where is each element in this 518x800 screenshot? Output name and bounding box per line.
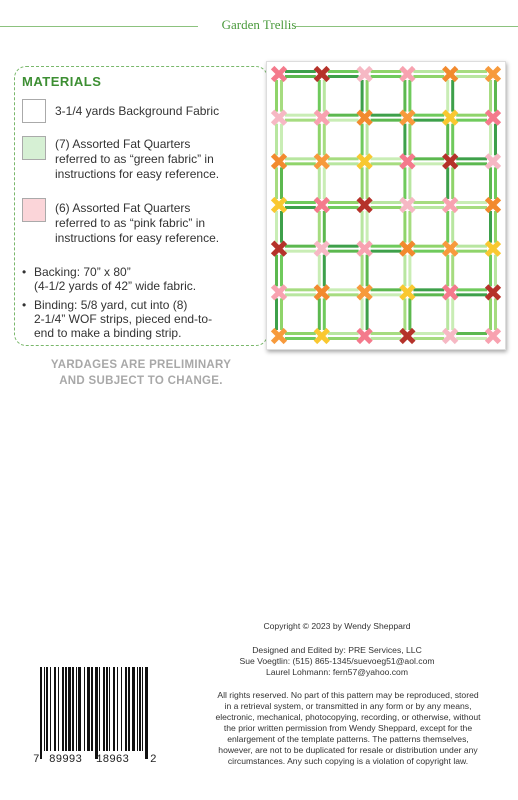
trellis-strip <box>456 157 487 160</box>
cross-block <box>267 149 292 174</box>
material-text <box>55 201 219 246</box>
swatch-green <box>22 136 46 160</box>
cross-block <box>395 280 420 305</box>
cross-block <box>267 62 292 87</box>
trellis-strip <box>456 293 487 296</box>
trellis-strip <box>371 162 402 165</box>
trellis-strip <box>371 250 402 253</box>
trellis-strip <box>371 70 402 73</box>
trellis-strip <box>451 255 454 287</box>
trellis-strip <box>328 70 359 73</box>
trellis-strip <box>456 75 487 78</box>
cross-block <box>437 280 462 305</box>
trellis-strip <box>456 162 487 165</box>
trellis-strip <box>280 298 283 330</box>
trellis-strip <box>403 255 406 287</box>
barcode-bar <box>139 667 141 751</box>
trellis-strip <box>285 332 316 335</box>
trellis-strip <box>413 250 444 253</box>
cross-block <box>437 192 462 217</box>
cross-block <box>480 280 505 305</box>
barcode-bar <box>99 667 100 751</box>
barcode-bar <box>76 667 77 751</box>
trellis-strip <box>285 206 316 209</box>
barcode-bar <box>65 667 67 751</box>
trellis-strip <box>328 114 359 117</box>
text-line: end to make a binding strip. <box>34 326 182 340</box>
trellis-strip <box>494 80 497 112</box>
trellis-strip <box>413 114 444 117</box>
trellis-strip <box>275 124 278 156</box>
swatch-pink <box>22 198 46 222</box>
rights-line: in a retrieval system, or transmitted in any form or by any means, <box>224 701 472 711</box>
rights-line: circumstances. Any such copying is a violation of copyright law. <box>227 756 469 766</box>
cross-block <box>352 149 377 174</box>
trellis-strip <box>413 75 444 78</box>
barcode-bar <box>117 667 118 751</box>
barcode-bar <box>109 667 110 751</box>
trellis-strip <box>413 206 444 209</box>
trellis-strip <box>328 201 359 204</box>
trellis-strip <box>413 119 444 122</box>
barcode-bar <box>121 667 122 751</box>
trellis-strip <box>275 167 278 199</box>
trellis-strip <box>408 124 411 156</box>
header-line-right <box>296 26 518 27</box>
trellis-strip <box>456 288 487 291</box>
cross-block <box>352 192 377 217</box>
barcode-bar <box>142 667 143 751</box>
trellis-strip <box>446 298 449 330</box>
barcode-digit-last: 2 <box>150 754 157 765</box>
barcode-bar <box>54 667 56 751</box>
barcode-bar <box>87 667 90 751</box>
trellis-strip <box>456 201 487 204</box>
trellis-strip <box>366 124 369 156</box>
trellis-strip <box>446 80 449 112</box>
credits-line: Laurel Lohmann: fern57@yahoo.com <box>265 667 408 677</box>
trellis-strip <box>280 255 283 287</box>
quilt-illustration <box>267 62 505 349</box>
cross-block <box>480 192 505 217</box>
cross-block <box>480 236 505 261</box>
barcode-bar <box>137 667 138 751</box>
trellis-strip <box>275 211 278 243</box>
trellis-strip <box>413 332 444 335</box>
cross-block <box>480 323 505 348</box>
trellis-strip <box>318 255 321 287</box>
trellis-strip <box>275 255 278 287</box>
trellis-strip <box>361 124 364 156</box>
barcode-bar <box>132 667 135 751</box>
trellis-strip <box>494 211 497 243</box>
cross-block <box>437 62 462 87</box>
cross-block <box>395 236 420 261</box>
rights-line: however, are not to be duplicated for resale or distribution under any <box>218 745 478 755</box>
trellis-strip <box>371 245 402 248</box>
trellis-strip <box>285 119 316 122</box>
materials-title: MATERIALS <box>22 74 102 89</box>
trellis-strip <box>371 114 402 117</box>
cross-block <box>395 323 420 348</box>
trellis-strip <box>323 80 326 112</box>
trellis-strip <box>275 80 278 112</box>
cross-block <box>395 105 420 130</box>
cross-block <box>395 62 420 87</box>
text-line: (7) Assorted Fat Quarters <box>55 137 191 151</box>
trellis-strip <box>366 167 369 199</box>
credits-line: Sue Voegtlin: (515) 865-1345/suevoeg51@aol.com <box>239 656 435 666</box>
rights-line: the prior written permission from Wendy Sheppard, except for the <box>223 723 473 733</box>
cross-block <box>267 105 292 130</box>
trellis-strip <box>318 167 321 199</box>
barcode-digits-left: 89993 <box>49 754 83 765</box>
trellis-strip <box>318 298 321 330</box>
trellis-strip <box>408 255 411 287</box>
trellis-strip <box>366 80 369 112</box>
trellis-strip <box>323 255 326 287</box>
barcode-bar <box>103 667 105 751</box>
trellis-strip <box>371 337 402 340</box>
trellis-strip <box>361 298 364 330</box>
trellis-strip <box>456 332 487 335</box>
trellis-strip <box>456 250 487 253</box>
trellis-strip <box>366 211 369 243</box>
material-item-pink <box>22 198 219 246</box>
cross-block <box>437 105 462 130</box>
trellis-strip <box>366 298 369 330</box>
trellis-strip <box>446 167 449 199</box>
cross-block <box>352 323 377 348</box>
trellis-strip <box>494 298 497 330</box>
text-line: Binding: 5/8 yard, cut into (8) <box>34 298 188 312</box>
cross-block <box>352 280 377 305</box>
bullet-dot-icon: • <box>22 298 27 312</box>
barcode-bar <box>58 667 59 751</box>
cross-block <box>309 105 334 130</box>
trellis-strip <box>371 288 402 291</box>
trellis-strip <box>285 250 316 253</box>
barcode-bar <box>44 667 45 751</box>
trellis-strip <box>408 211 411 243</box>
text-line: 2-1/4” WOF strips, pieced end-to- <box>34 312 213 326</box>
trellis-strip <box>328 162 359 165</box>
cross-block <box>309 280 334 305</box>
barcode-digit-first: 7 <box>33 754 40 765</box>
trellis-strip <box>403 80 406 112</box>
cross-block <box>352 62 377 87</box>
trellis-strip <box>280 211 283 243</box>
trellis-strip <box>413 293 444 296</box>
trellis-strip <box>318 211 321 243</box>
barcode-bar <box>145 667 148 759</box>
trellis-strip <box>494 255 497 287</box>
material-item-green <box>22 136 219 182</box>
trellis-strip <box>371 119 402 122</box>
trellis-strip <box>285 70 316 73</box>
trellis-strip <box>328 206 359 209</box>
barcode-bar <box>62 667 64 751</box>
trellis-strip <box>323 124 326 156</box>
trellis-strip <box>361 211 364 243</box>
trellis-strip <box>413 288 444 291</box>
cross-block <box>480 105 505 130</box>
credits <box>187 645 487 678</box>
credits-line: Designed and Edited by: PRE Services, LLC <box>252 645 422 655</box>
barcode-bar <box>40 667 42 759</box>
trellis-strip <box>456 245 487 248</box>
trellis-strip <box>371 157 402 160</box>
barcode-bar <box>113 667 115 751</box>
bullet-text <box>34 298 212 340</box>
text-line: referred to as “green fabric” in <box>55 152 214 166</box>
trellis-strip <box>451 298 454 330</box>
trellis-strip <box>456 337 487 340</box>
trellis-strip <box>413 162 444 165</box>
quilt-image <box>266 61 506 350</box>
trellis-strip <box>403 124 406 156</box>
trellis-strip <box>280 167 283 199</box>
text-line: referred to as “pink fabric” in <box>55 216 206 230</box>
trellis-strip <box>275 298 278 330</box>
trellis-strip <box>494 124 497 156</box>
trellis-strip <box>408 167 411 199</box>
cross-block <box>395 192 420 217</box>
trellis-strip <box>413 157 444 160</box>
trellis-strip <box>413 337 444 340</box>
trellis-strip <box>451 167 454 199</box>
trellis-strip <box>456 114 487 117</box>
cross-block <box>309 323 334 348</box>
bullet-dot-icon: • <box>22 265 27 279</box>
trellis-strip <box>280 80 283 112</box>
rights-line: electronic, mechanical, photocopying, recording, or otherwise, without <box>215 712 481 722</box>
trellis-strip <box>285 157 316 160</box>
trellis-strip <box>328 288 359 291</box>
trellis-strip <box>323 298 326 330</box>
header-title: Garden Trellis <box>221 17 297 32</box>
cross-block <box>395 149 420 174</box>
trellis-strip <box>328 119 359 122</box>
trellis-strip <box>403 298 406 330</box>
trellis-strip <box>489 211 492 243</box>
note-line: YARDAGES ARE PRELIMINARY <box>50 359 232 371</box>
rights-notice <box>183 690 513 767</box>
trellis-strip <box>446 255 449 287</box>
barcode-bar <box>128 667 130 751</box>
trellis-strip <box>280 124 283 156</box>
trellis-strip <box>371 75 402 78</box>
barcode-bar <box>78 667 81 751</box>
bullet-binding <box>22 298 212 340</box>
cross-block <box>437 149 462 174</box>
text-line: 3-1/4 yards Background Fabric <box>55 104 220 118</box>
trellis-strip <box>403 167 406 199</box>
barcode-bar <box>91 667 93 751</box>
trellis-strip <box>489 255 492 287</box>
text-line: Backing: 70” x 80” <box>34 265 131 279</box>
barcode-bar <box>50 667 51 751</box>
barcode-bar <box>95 667 98 759</box>
trellis-strip <box>328 75 359 78</box>
bullet-backing <box>22 265 196 293</box>
trellis-strip <box>489 80 492 112</box>
trellis-strip <box>328 337 359 340</box>
text-line: instructions for easy reference. <box>55 167 220 181</box>
trellis-strip <box>285 201 316 204</box>
cross-block <box>352 236 377 261</box>
trellis-strip <box>328 157 359 160</box>
note-line: AND SUBJECT TO CHANGE. <box>59 375 223 387</box>
trellis-strip <box>328 250 359 253</box>
trellis-strip <box>318 80 321 112</box>
trellis-strip <box>285 245 316 248</box>
barcode-bar <box>46 667 48 751</box>
trellis-strip <box>408 80 411 112</box>
cross-block <box>480 149 505 174</box>
barcode-bar <box>72 667 74 751</box>
material-text <box>55 137 219 182</box>
trellis-strip <box>446 211 449 243</box>
trellis-strip <box>328 332 359 335</box>
trellis-strip <box>456 70 487 73</box>
cross-block <box>267 280 292 305</box>
barcode-bar <box>125 667 127 751</box>
trellis-strip <box>403 211 406 243</box>
trellis-strip <box>413 70 444 73</box>
trellis-strip <box>371 293 402 296</box>
bullet-text <box>34 265 196 293</box>
trellis-strip <box>413 201 444 204</box>
trellis-strip <box>285 75 316 78</box>
trellis-strip <box>285 162 316 165</box>
barcode-bar <box>106 667 108 751</box>
trellis-strip <box>456 206 487 209</box>
trellis-strip <box>456 119 487 122</box>
cross-block <box>480 62 505 87</box>
cross-block <box>309 192 334 217</box>
barcode-bar <box>84 667 85 751</box>
cross-block <box>309 62 334 87</box>
yardage-note <box>14 357 268 389</box>
cross-block <box>309 236 334 261</box>
text-line: (4-1/2 yards of 42” wide fabric. <box>34 279 197 293</box>
trellis-strip <box>285 114 316 117</box>
trellis-strip <box>451 211 454 243</box>
trellis-strip <box>361 80 364 112</box>
trellis-strip <box>323 167 326 199</box>
copyright-text: Copyright © 2023 by Wendy Sheppard <box>263 621 411 631</box>
cross-block <box>352 105 377 130</box>
trellis-strip <box>285 293 316 296</box>
cross-block <box>437 323 462 348</box>
barcode <box>32 665 160 765</box>
trellis-strip <box>371 206 402 209</box>
cross-block <box>267 236 292 261</box>
cross-block <box>267 323 292 348</box>
rights-line: All rights reserved. No part of this pattern may be reproduced, stored <box>217 690 479 700</box>
cross-block <box>309 149 334 174</box>
barcode-bars <box>32 665 160 765</box>
text-line: instructions for easy reference. <box>55 231 220 245</box>
trellis-strip <box>328 245 359 248</box>
trellis-strip <box>371 201 402 204</box>
barcode-digits-right: 18963 <box>96 754 130 765</box>
trellis-strip <box>489 124 492 156</box>
trellis-strip <box>408 298 411 330</box>
trellis-strip <box>366 255 369 287</box>
trellis-strip <box>285 337 316 340</box>
material-text <box>55 104 219 119</box>
trellis-strip <box>328 293 359 296</box>
barcode-bar <box>68 667 71 751</box>
trellis-strip <box>451 80 454 112</box>
rights-line: enlargement of the template patterns. The patterns themselves, <box>227 734 469 744</box>
trellis-strip <box>323 211 326 243</box>
swatch-background <box>22 99 46 123</box>
cross-block <box>437 236 462 261</box>
trellis-strip <box>489 298 492 330</box>
trellis-strip <box>371 332 402 335</box>
trellis-strip <box>285 288 316 291</box>
material-item-background <box>22 99 219 123</box>
cross-block <box>267 192 292 217</box>
trellis-strip <box>361 255 364 287</box>
trellis-strip <box>451 124 454 156</box>
text-line: (6) Assorted Fat Quarters <box>55 201 191 215</box>
trellis-strip <box>489 167 492 199</box>
trellis-strip <box>413 245 444 248</box>
trellis-strip <box>361 167 364 199</box>
trellis-strip <box>494 167 497 199</box>
trellis-strip <box>446 124 449 156</box>
trellis-strip <box>318 124 321 156</box>
